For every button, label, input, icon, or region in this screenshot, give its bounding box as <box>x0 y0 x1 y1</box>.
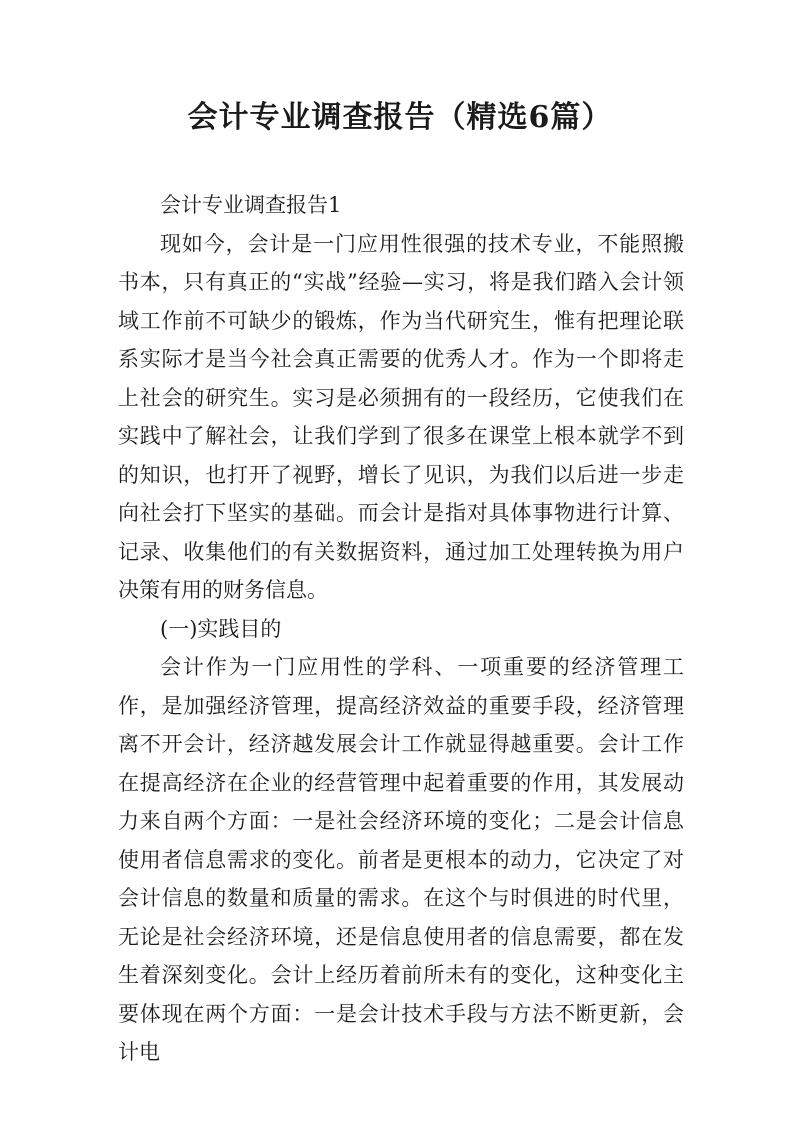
subheading-practice-purpose: (一)实践目的 <box>160 616 282 641</box>
section-heading: 会计专业调查报告1 <box>160 193 342 217</box>
document-title: 会计专业调查报告（精选6篇） <box>187 100 613 135</box>
document-body <box>118 186 684 1072</box>
paragraph-practice-purpose: 会计作为一门应用性的学科、一项重要的经济管理工作，是加强经济管理，提高经济效益的重要手段，经济管理离不开会计，经济越发展会计工作就显得越重要。会计工作在提高经济在企业的经营管理中起着重要的作用，其发展动力来自两个方面：一是社会经济环境的变化；二是会计信息使用者信息需求的变化。前者是更根本的动力，它决定了对会计信息的数量和质量的需求。在这个与时俱进的时代里，无论是社会经济环境，还是信息使用者的信息需要，都在发生着深刻变化。会计上经历着前所未有的变化，这种变化主要体现在两个方面：一是会计技术手段与方法不断更新，会计电 <box>118 655 684 1064</box>
paragraph-intro: 现如今，会计是一门应用性很强的技术专业，不能照搬书本，只有真正的“实战”经验—实习，将是我们踏入会计领域工作前不可缺少的锻炼，作为当代研究生，惟有把理论联系实际才是当今社会真正需要的优秀人才。作为一个即将走上社会的研究生。实习是必须拥有的一段经历，它使我们在实践中了解社会，让我们学到了很多在课堂上根本就学不到的知识，也打开了视野，增长了见识，为我们以后进一步走向社会打下坚实的基础。而会计是指对具体事物进行计算、记录、收集他们的有关数据资料，通过加工处理转换为用户决策有用的财务信息。 <box>118 231 684 602</box>
